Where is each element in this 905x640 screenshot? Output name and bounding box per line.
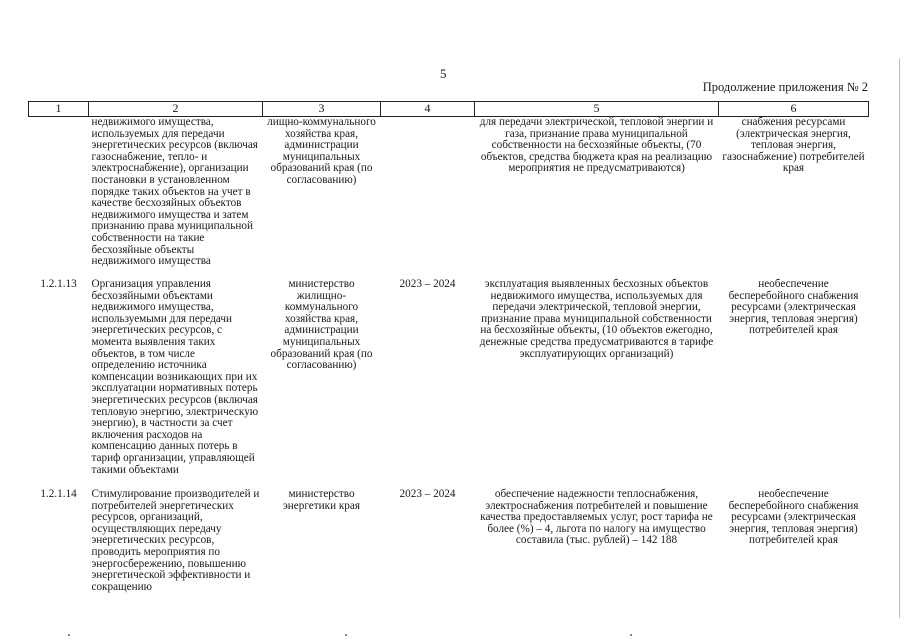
- appendix-continuation-label: Продолжение приложения № 2: [702, 80, 868, 94]
- event-text: недвижимого имущества, используемых для передачи энергетических ресурсов (включая газоснабжение, тепло- и электроснабжение), организации постановки в установленном порядке таких объектов на учет в качестве бесхозяйных объектов недвижимого имущества и затем признанию права муниципальной собственности на такие бесхозяйные объекты недвижимого имущества: [91, 116, 258, 268]
- table-row: [29, 117, 869, 280]
- page-number: 5: [440, 66, 447, 81]
- column-header-risk: 6: [719, 102, 869, 117]
- column-header-executor: 3: [263, 102, 381, 117]
- row-number: 1.2.1.13: [40, 278, 77, 290]
- event-text: Организация управления бесхозяйными объектами недвижимого имущества, используемыми для передачи энергетических ресурсов, с момента выявления таких объектов, в том числе определению источника компенсации возникающих при их эксплуатации нормативных потерь энергетических ресурсов (включая тепловую энергию, электрическую энергию), в частности за счет включения расходов на компенсацию данных потерь в тариф организации, управляющей такими объектами: [91, 278, 259, 476]
- executor-text: лищно-коммунального хозяйства края, администрации муниципальных образований края (по согласованию): [267, 116, 376, 186]
- result-text: для передачи электрической, тепловой энергии и газа, признание права муниципальной собственности на бесхозяйные объекты, (70 объектов, средства бюджета края на реализацию мероприятия не предусматриваются): [479, 116, 714, 175]
- measures-table: [28, 101, 869, 619]
- executor-text: министерство жилищно-коммунального хозяйства края, администрации муниципальных образований края (по согласованию): [270, 278, 373, 372]
- period-text: 2023 – 2024: [399, 488, 456, 500]
- scan-speck: [630, 634, 632, 636]
- risk-text: необеспечение бесперебойного снабжения ресурсами (электрическая энергия, тепловая энергия) потребителей края: [728, 278, 859, 337]
- risk-text: необеспечение бесперебойного снабжения ресурсами (электрическая энергия, тепловая энергия) потребителей края: [728, 488, 859, 547]
- column-header-period: 4: [381, 102, 475, 117]
- period-text: 2023 – 2024: [399, 278, 456, 290]
- table-header-row: [29, 102, 869, 117]
- column-header-result: 5: [475, 102, 719, 117]
- risk-text: снабжения ресурсами (электрическая энергия, тепловая энергия, газоснабжение) потребителей края: [722, 116, 865, 175]
- event-text: Стимулирование производителей и потребителей энергетических ресурсов, организаций, осуществляющих передачу энергетических ресурсов, проводить мероприятия по энергосбережению, повышению энергетической эффективности и сокращению: [91, 488, 260, 593]
- scan-speck: [68, 634, 70, 636]
- executor-text: министерство энергетики края: [283, 488, 360, 512]
- table-row: [29, 489, 869, 619]
- scan-edge-line: [899, 58, 900, 618]
- column-header-event: 2: [89, 102, 263, 117]
- result-text: эксплуатация выявленных бесхозных объектов недвижимого имущества, используемых для передачи электрической, тепловой энергии, признание права муниципальной собственности на бесхозяйные объекты, (10 объектов ежегодно, денежные средства предусматриваются в тарифе эксплуатирующих организаций): [479, 278, 714, 360]
- row-number: [29, 117, 89, 280]
- result-text: обеспечение надежности теплоснабжения, электроснабжения потребителей и повышение качества предоставляемых услуг, рост тарифа не более (%) – 4, льгота по налогу на имущество составила (тыс. рублей) – 142 188: [480, 488, 713, 547]
- row-number: 1.2.1.14: [40, 488, 77, 500]
- table-row: [29, 279, 869, 489]
- scan-speck: [345, 634, 347, 636]
- column-header-number: 1: [29, 102, 89, 117]
- period-text: [381, 117, 475, 280]
